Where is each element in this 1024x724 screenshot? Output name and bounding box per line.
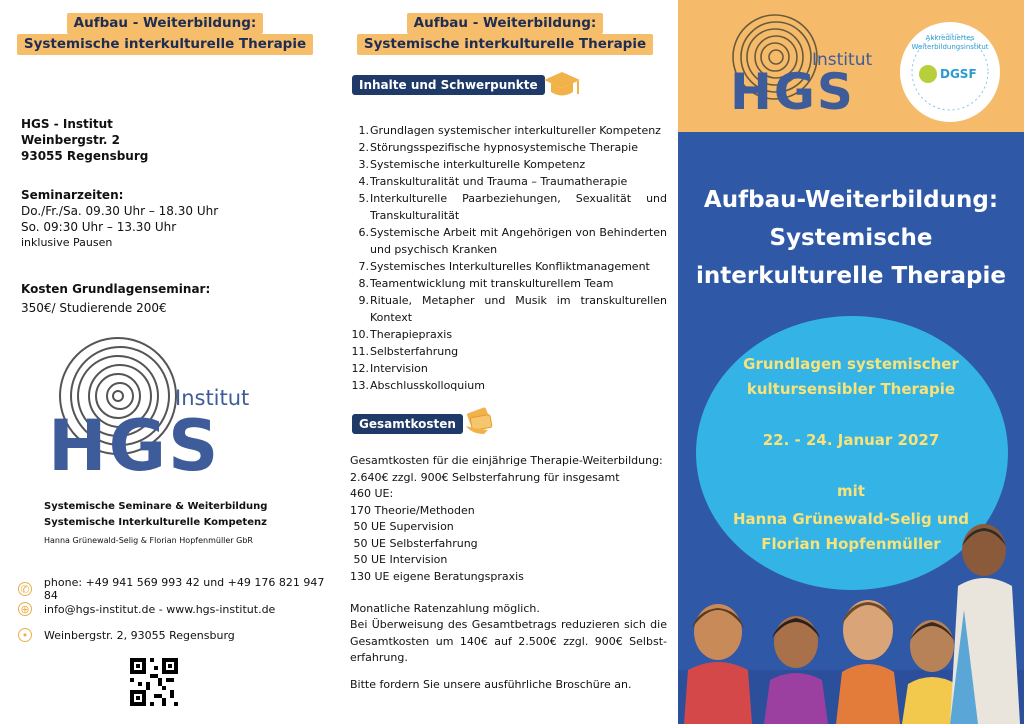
- logo-hgs-text: HGS: [48, 405, 221, 487]
- cost-line: Gesamtkosten für die einjährige Therapie-Weiterbildung:: [350, 454, 663, 467]
- contact-address: [18, 628, 235, 642]
- logo-caption-1: Systemische Seminare & Weiterbildung: [44, 501, 268, 512]
- list-item: 6. Systemische Arbeit mit Angehörigen von Behinderten und psychisch Kranken: [358, 226, 667, 256]
- event-date: 22. - 24. Januar 2027: [762, 431, 940, 449]
- cost-line: 50 UE Intervision: [350, 553, 448, 566]
- main-title-line: interkulturelle Therapie: [696, 263, 1006, 289]
- money-icon: [462, 406, 496, 438]
- left-panel: [0, 0, 340, 724]
- right-header-band: [678, 0, 1024, 132]
- seminar-line: Do./Fr./Sa. 09.30 Uhr – 18.30 Uhr: [21, 204, 219, 218]
- circle-subtitle-1: Grundlagen systemischer: [743, 355, 959, 373]
- cost-heading: Kosten Grundlagenseminar:: [21, 282, 211, 296]
- title-line-2: Systemische interkulturelle Therapie: [17, 34, 313, 55]
- main-title-line: Systemische: [769, 225, 933, 251]
- list-item: 11. Selbsterfahrung: [351, 345, 459, 358]
- contact-web: [18, 602, 275, 616]
- contact-phone-text: phone: +49 941 569 993 42 und +49 176 821 947 84: [43, 576, 325, 602]
- seminar-line: So. 09:30 Uhr – 13.30 Uhr: [21, 220, 177, 234]
- list-item: 4. Transkulturalität und Trauma – Traumatherapie: [358, 175, 628, 188]
- installment-note: Monatliche Ratenzahlung möglich.: [350, 602, 540, 615]
- list-item: 2. Störungsspezifische hypnosystemische Therapie: [358, 141, 638, 154]
- list-item: 5. Interkulturelle Paarbeziehungen, Sexualität und Transkulturalität: [358, 192, 667, 222]
- title-line-1: Aufbau - Weiterbildung:: [407, 13, 604, 34]
- cost-line: 50 UE Selbsterfahrung: [350, 536, 478, 550]
- logo-caption-2: Systemische Interkulturelle Kompetenz: [44, 517, 267, 528]
- middle-panel-title: [350, 13, 660, 55]
- cost-line: 2.640€ zzgl. 900€ Selbsterfahrung für insgesamt: [350, 470, 620, 484]
- right-panel: [678, 0, 1024, 724]
- cost-line: 170 Theorie/Methoden: [350, 503, 475, 517]
- speaker-names-1: Hanna Grünewald-Selig und: [732, 510, 969, 528]
- cost-line: 130 UE eigene Beratungspraxis: [350, 569, 524, 583]
- cost-block: [21, 281, 210, 316]
- left-panel-title: [10, 13, 320, 55]
- phone-icon: ✆: [18, 582, 32, 596]
- list-item: 1. Grundlagen systemischer interkultureller Kompetenz: [358, 124, 661, 137]
- graduation-cap-icon: [542, 68, 582, 104]
- badge-text: Akkreditiertes Weiterbildungsinstitut: [911, 34, 989, 51]
- title-line-1: Aufbau - Weiterbildung:: [67, 13, 264, 34]
- logo-institut-text: Institut: [175, 386, 250, 410]
- title-line-2: Systemische interkulturelle Therapie: [357, 34, 653, 55]
- contact-phone: [18, 576, 340, 602]
- location-pin-icon: •: [18, 628, 32, 642]
- people-illustration: [678, 520, 1024, 724]
- list-item: 12. Intervision: [351, 362, 428, 375]
- logo-caption-3: Hanna Grünewald-Selig & Florian Hopfenmüller GbR: [44, 536, 253, 545]
- topics-list: [350, 122, 667, 394]
- list-item: 3. Systemische interkulturelle Kompetenz: [358, 158, 586, 171]
- accreditation-badge: [900, 22, 1000, 122]
- address-line: 93055 Regensburg: [21, 149, 149, 163]
- cost-value: 350€/ Studierende 200€: [21, 301, 167, 315]
- globe-icon: ⊕: [18, 602, 32, 616]
- cost-line: 460 UE:: [350, 487, 394, 500]
- qr-code-icon: [130, 658, 178, 706]
- contact-web-text: info@hgs-institut.de - www.hgs-institut.de: [44, 602, 276, 616]
- list-item: 9. Rituale, Metapher und Musik im transkulturellen Kontext: [358, 294, 667, 324]
- main-title-line: Aufbau-Weiterbildung:: [703, 187, 999, 213]
- address-line: Weinbergstr. 2: [21, 133, 121, 147]
- badge-org: DGSF: [940, 67, 977, 81]
- logo-hgs-text: HGS: [730, 63, 855, 121]
- circle-subtitle-2: kultursensibler Therapie: [746, 380, 956, 398]
- logo-institut-text: Institut: [812, 50, 873, 70]
- speaker-names-2: Florian Hopfenmüller: [761, 535, 941, 553]
- seminar-times: [21, 187, 218, 251]
- discount-note: Bei Überweisung des Gesamtbetrags reduzieren sich die Gesamtkosten um 140€ auf 2.500€ zzgl. 900€ Selbst-erfahrung.: [350, 618, 667, 664]
- section-label-contents: Inhalte und Schwerpunkte: [352, 75, 545, 95]
- seminar-note: inklusive Pausen: [21, 236, 113, 249]
- address-block: [21, 116, 148, 164]
- contact-address-text: Weinbergstr. 2, 93055 Regensburg: [44, 628, 235, 642]
- section-label-costs: Gesamtkosten: [352, 414, 463, 434]
- cost-line: 50 UE Supervision: [350, 520, 454, 533]
- address-line: HGS - Institut: [21, 117, 113, 131]
- cost-details: [350, 453, 667, 585]
- list-item: 10. Therapiepraxis: [351, 328, 453, 341]
- seminar-heading: Seminarzeiten:: [21, 188, 124, 202]
- list-item: 13. Abschlusskolloquium: [351, 379, 485, 392]
- list-item: 8. Teamentwicklung mit transkulturellem Team: [358, 277, 614, 290]
- with-label: mit: [837, 482, 865, 500]
- brochure-note: Bitte fordern Sie unsere ausführliche Broschüre an.: [350, 678, 632, 691]
- list-item: 7. Systemisches Interkulturelles Konfliktmanagement: [358, 260, 650, 273]
